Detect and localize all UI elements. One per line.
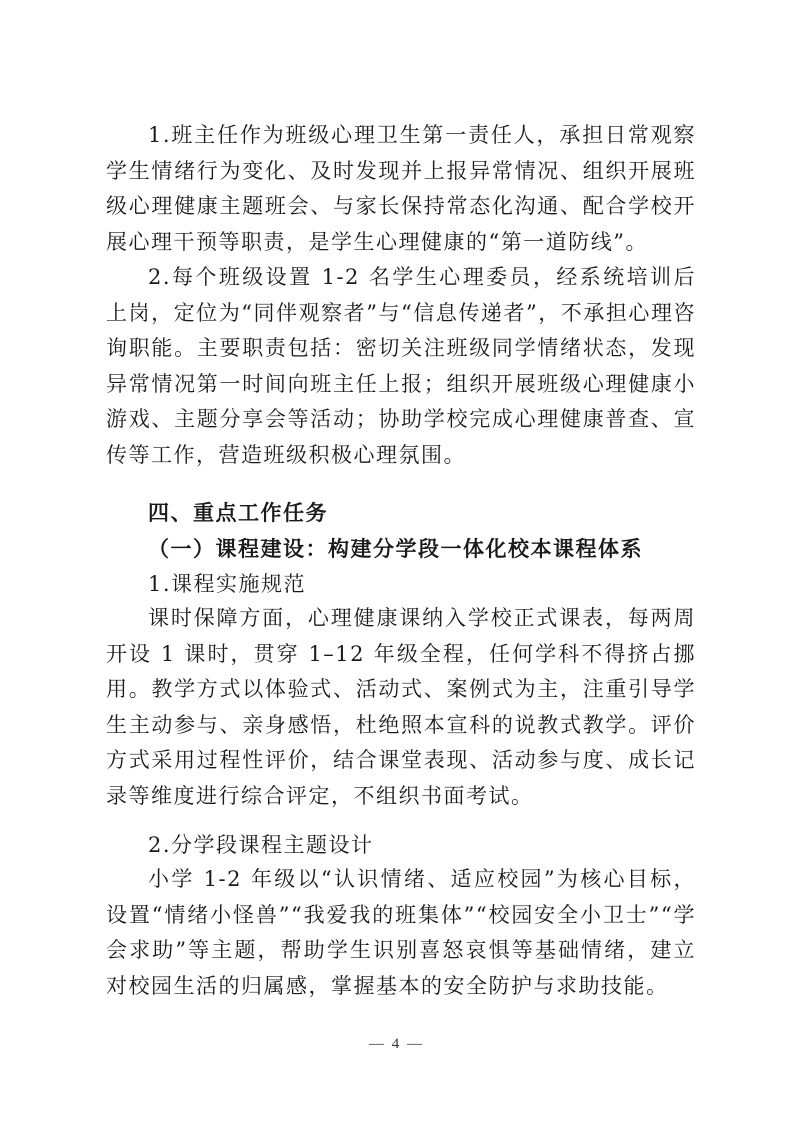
paragraph-homeroom-teacher: 1.班主任作为班级心理卫生第一责任人，承担日常观察学生情绪行为变化、及时发现并上报异常情况、组织开展班级心理健康主题班会、与家长保持常态化沟通、配合学校开展心理干预等职责，是学生心理健康的“第一道防线”。 <box>106 123 696 254</box>
paragraph-psych-committee: 2.每个班级设置 1-2 名学生心理委员，经系统培训后上岗，定位为“同伴观察者”与“信息传递者”，不承担心理咨询职能。主要职责包括：密切关注班级同学情绪状态，发现异常情况第一时间向班主任上报；组织开展班级心理健康小游戏、主题分享会等活动；协助学校完成心理健康普查、宣传等工作，营造班级积极心理氛围。 <box>106 265 696 467</box>
item-title-implementation: 1.课程实施规范 <box>148 572 307 596</box>
paragraph-course-implementation: 课时保障方面，心理健康课纳入学校正式课表，每两周开设 1 课时，贯穿 1–12 年级全程，任何学科不得挤占挪用。教学方式以体验式、活动式、案例式为主，注重引导学生主动参与、亲身感悟，杜绝照本宣科的说教式教学。评价方式采用过程性评价，结合课堂表现、活动参与度、成长记录等维度进行综合评定，不组织书面考试。 <box>106 606 696 808</box>
paragraph-primary-themes: 小学 1-2 年级以“认识情绪、适应校园”为核心目标，设置“情绪小怪兽”“我爱我的班集体”“校园安全小卫士”“学会求助”等主题，帮助学生识别喜怒哀惧等基础情绪，建立对校园生活的归属感，掌握基本的安全防护与求助技能。 <box>106 867 696 998</box>
subheading-curriculum: （一）课程建设：构建分学段一体化校本课程体系 <box>148 537 643 561</box>
item-title-theme-design: 2.分学段课程主题设计 <box>148 833 374 857</box>
section-heading-key-tasks: 四、重点工作任务 <box>148 501 328 525</box>
page-number: — 4 — <box>369 1036 424 1052</box>
